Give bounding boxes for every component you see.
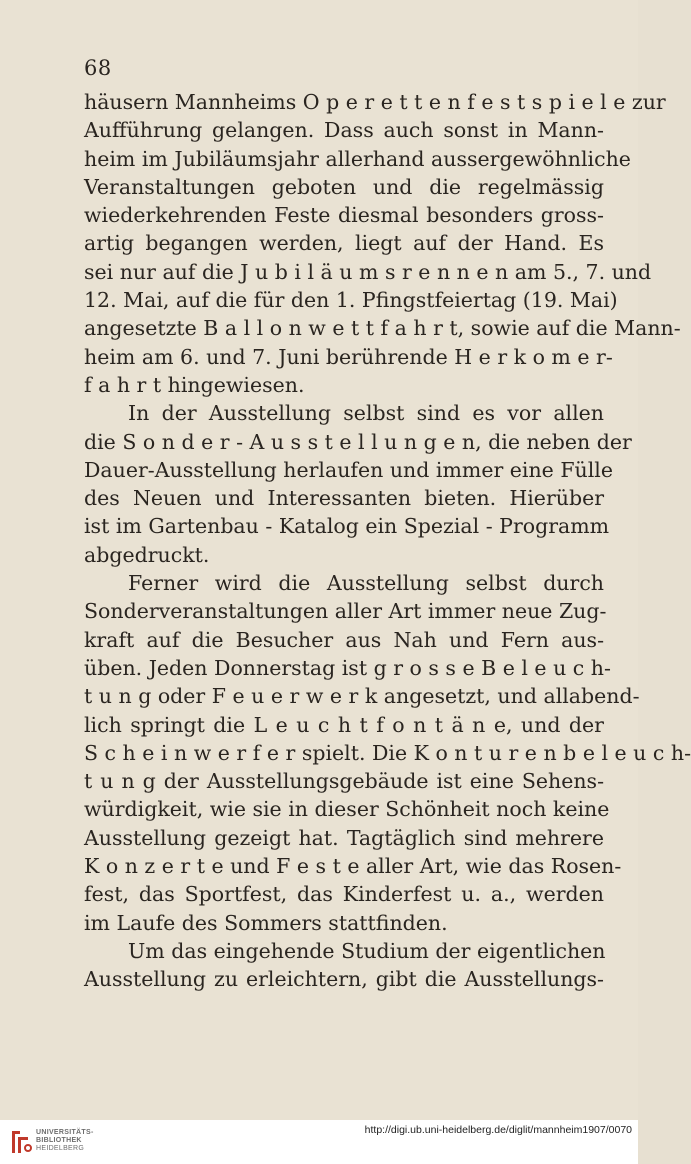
- text-line: die S o n d e r - A u s s t e l l u n g e n, die neben der: [84, 429, 632, 454]
- text-line: Dauer-Ausstellung herlaufen und immer eine Fülle: [84, 457, 613, 482]
- page-number: 68: [84, 56, 112, 80]
- text-line: fest, das Sportfest, das Kinderfest u. a., werden: [84, 882, 604, 907]
- text-line: t u n g der Ausstellungsgebäude ist eine Sehens-: [84, 769, 604, 794]
- text-line: üben. Jeden Donnerstag ist g r o s s e B e l e u c h-: [84, 655, 611, 680]
- text-line: heim im Jubiläumsjahr allerhand aussergewöhnliche: [84, 146, 631, 171]
- text-line: im Laufe des Sommers stattfinden.: [84, 910, 448, 935]
- text-line: lich springt die L e u c h t f o n t ä n e, und der: [84, 712, 604, 737]
- text-line: S c h e i n w e r f e r spielt. Die K o n t u r e n b e l e u c h-: [84, 740, 691, 765]
- text-line: K o n z e r t e und F e s t e aller Art, wie das Rosen-: [84, 854, 622, 879]
- text-line: artig begangen werden, liegt auf der Hand. Es: [84, 231, 604, 256]
- text-line: kraft auf die Besucher aus Nah und Fern aus-: [84, 627, 604, 652]
- text-line: In der Ausstellung selbst sind es vor allen: [128, 401, 604, 426]
- text-line: Ferner wird die Ausstellung selbst durch: [128, 571, 604, 596]
- text-line: f a h r t hingewiesen.: [84, 372, 305, 397]
- text-line: Ausstellung gezeigt hat. Tagtäglich sind mehrere: [84, 825, 604, 850]
- body-text: [84, 88, 691, 994]
- text-line: sei nur auf die J u b i l ä u m s r e n n e n am 5., 7. und: [84, 259, 652, 284]
- logo-line: UNIVERSITÄTS-: [36, 1129, 94, 1136]
- logo-line: HEIDELBERG: [36, 1145, 85, 1152]
- text-line: wiederkehrenden Feste diesmal besonders gross-: [84, 203, 604, 228]
- text-line: würdigkeit, wie sie in dieser Schönheit noch keine: [84, 797, 610, 822]
- text-line: Um das eingehende Studium der eigentlichen: [128, 938, 606, 963]
- text-line: Veranstaltungen geboten und die regelmässig: [84, 174, 604, 199]
- text-line: 12. Mai, auf die für den 1. Pfingstfeiertag (19. Mai): [84, 288, 618, 313]
- source-url-link[interactable]: http://digi.ub.uni-heidelberg.de/diglit/mannheim1907/0070: [364, 1124, 632, 1136]
- text-line: ist im Gartenbau - Katalog ein Spezial - Programm: [84, 514, 610, 539]
- library-logo-text: [36, 1129, 94, 1153]
- logo-line: BIBLIOTHEK: [36, 1137, 82, 1144]
- text-line: Aufführung gelangen. Dass auch sonst in Mann-: [84, 118, 604, 143]
- text-line: häusern Mannheims O p e r e t t e n f e s t s p i e l e zur: [84, 90, 666, 114]
- text-line: heim am 6. und 7. Juni berührende H e r k o m e r-: [84, 344, 613, 369]
- library-logo-icon: [6, 1127, 36, 1157]
- text-line: des Neuen und Interessanten bieten. Hierüber: [84, 486, 604, 511]
- text-line: angesetzte B a l l o n w e t t f a h r t, sowie auf die Mann-: [84, 316, 681, 341]
- text-line: t u n g oder F e u e r w e r k angesetzt, und allabend-: [84, 684, 640, 709]
- text-line: abgedruckt.: [84, 542, 210, 567]
- text-line: Ausstellung zu erleichtern, gibt die Ausstellungs-: [84, 967, 604, 992]
- text-line: Sonderveranstaltungen aller Art immer neue Zug-: [84, 599, 607, 624]
